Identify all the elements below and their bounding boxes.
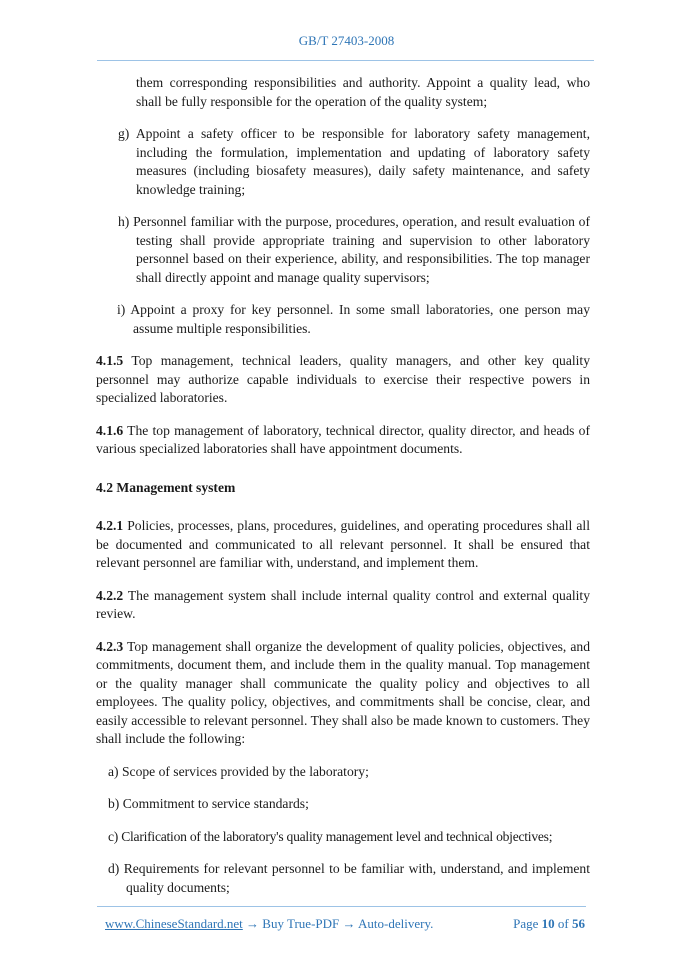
clause-text: Policies, processes, plans, procedures, guidelines, and operating procedures shall all be documented and communicated to all relevant personnel. It shall be ensured that relevant personnel are familiar with, understand, and implement them.: [96, 518, 590, 570]
clause-number: 4.2.2: [96, 587, 124, 603]
list-marker: a): [108, 763, 119, 779]
list-text: Scope of services provided by the laboratory;: [121, 763, 369, 779]
clause-4-1-6: [96, 422, 590, 459]
clause-text: The top management of laboratory, technical director, quality director, and heads of various specialized laboratories shall have appointment documents.: [96, 422, 591, 456]
clause-4-2-3: [96, 638, 590, 749]
list-item-h: [104, 213, 590, 287]
list-text: Appoint a safety officer to be responsible for laboratory safety management, including the formulation, implementation and updating of laboratory safety measures (including biosafety measures), daily safety maintenance, and safety knowledge training;: [135, 126, 590, 197]
list-item-g: [104, 125, 590, 199]
list-text: Clarification of the laboratory's quality management level and technical objectives;: [121, 828, 553, 844]
list-item-a: [94, 763, 590, 782]
list-item-b: [94, 795, 590, 814]
clause-text: The management system shall include internal quality control and external quality review.: [96, 587, 590, 621]
list-marker: g): [118, 126, 130, 141]
list-marker: c): [108, 828, 119, 844]
list-text: Personnel familiar with the purpose, procedures, operation, and result evaluation of testing shall provide appropriate training and supervision to other laboratory personnel based on their experience, ability, and responsibilities. The top manager shall directly appoint and manage quality supervisors;: [133, 214, 590, 285]
list-marker: b): [108, 796, 120, 811]
list-item-c: [94, 828, 590, 847]
clause-number: 4.1.5: [96, 353, 124, 368]
website-link[interactable]: www.ChineseStandard.net: [105, 916, 243, 931]
continuation-paragraph: them corresponding responsibilities and authority. Appoint a quality lead, who shall be fully responsible for the operation of the quality system;: [136, 75, 590, 109]
list-text: Appoint a proxy for key personnel. In some small laboratories, one person may assume multiple responsibilities.: [130, 302, 590, 336]
list-text: Commitment to service standards;: [122, 796, 309, 811]
page-total: 56: [572, 916, 585, 931]
page-number: [513, 916, 585, 932]
page-content: [96, 74, 591, 911]
list-item-d: [94, 860, 590, 897]
section-heading: 4.2 Management system: [96, 479, 236, 495]
list-marker: h): [118, 214, 130, 229]
clause-number: 4.1.6: [96, 422, 124, 438]
page-of: of: [557, 916, 569, 931]
clause-number: 4.2.1: [96, 518, 124, 533]
page-label: Page: [513, 916, 539, 931]
clause-4-2-1: [96, 517, 590, 573]
clause-4-1-5: [96, 352, 590, 408]
header-divider: [97, 60, 594, 61]
clause-number: 4.2.3: [96, 638, 124, 654]
document-header-title: GB/T 27403-2008: [298, 33, 395, 48]
page-current: 10: [541, 916, 555, 931]
list-text: Requirements for relevant personnel to be familiar with, understand, and implement quality documents;: [123, 861, 590, 895]
list-item-i: [104, 301, 590, 338]
clause-text: Top management, technical leaders, quality managers, and other key quality personnel may authorize capable individuals to exercise their respective powers in specialized laboratories.: [96, 353, 590, 405]
clause-4-2-2: [96, 587, 590, 624]
footer-divider: [97, 906, 586, 907]
list-marker: i): [117, 302, 126, 317]
clause-text: Top management shall organize the development of quality policies, objectives, and commitments, document them, and include them in the quality manual. Top management or the quality manager shall communicate the quality policy and objectives to all employees. The quality policy, objectives, and commitments shall be concise, clear, and easily accessible to relevant personnel. They shall also be made known to customers. They shall include the following:: [96, 638, 590, 746]
list-marker: d): [108, 861, 120, 876]
footer-tagline: → Buy True-PDF → Auto-delivery.: [242, 916, 434, 931]
page-footer: [105, 916, 585, 932]
